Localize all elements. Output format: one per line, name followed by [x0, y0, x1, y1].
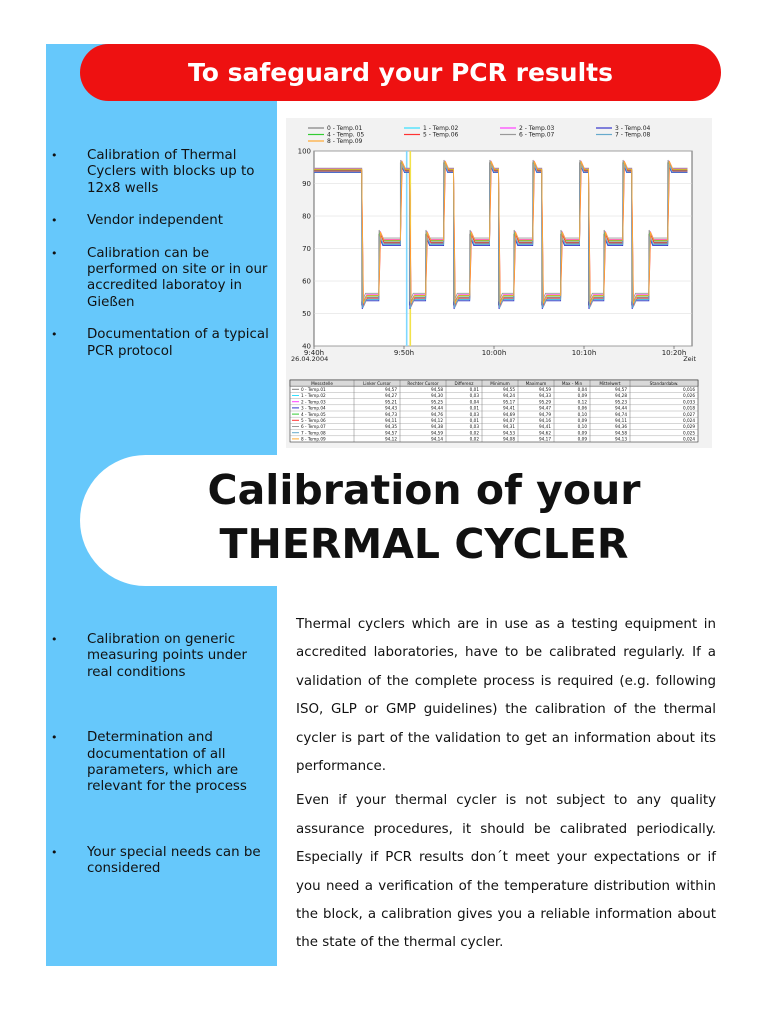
y-tick-label: 40: [302, 342, 311, 351]
table-cell: 0,024: [683, 436, 695, 442]
table-cell: 0,10: [577, 411, 587, 417]
list-item-text: Documentation of a typical PCR protocol: [87, 327, 269, 359]
table-cell: 95,17: [503, 399, 515, 405]
table-header-cell: Mittelwert: [599, 380, 621, 386]
table-header-cell: Messstelle: [311, 380, 333, 386]
table-cell: 94,43: [385, 405, 397, 411]
list-item-text: Determination and documentation of all parameters, which are relevant for the process: [87, 730, 247, 795]
y-tick-label: 80: [302, 212, 311, 221]
table-cell: 0,024: [683, 418, 695, 423]
table-cell: 0,04: [469, 399, 479, 405]
body-paragraph-2: Even if your thermal cycler is not subject to any quality assurance procedures, it should be calibrated periodically. Especially if PCR results don´t meet your expectations or if you need a verification of the temperature distribution within the block, a calibration gives you a reliable information about the state of the thermal cycler.: [296, 793, 716, 951]
list-item: [50, 148, 272, 197]
list-item: [50, 246, 272, 312]
legend-label: 3 - Temp.04: [615, 125, 651, 132]
bullet-dot: •: [51, 214, 58, 228]
table-cell: 94,79: [539, 411, 551, 417]
x-tick-label: 10:20h: [661, 349, 687, 357]
table-cell: 0,06: [577, 405, 587, 411]
table-cell: 0,027: [683, 411, 695, 417]
table-header-cell: Max - Min: [561, 380, 583, 386]
table-cell: 0,01: [469, 405, 479, 411]
table-cell: 94,11: [615, 418, 627, 423]
table-cell: 94,35: [385, 424, 397, 430]
table-cell: 0,026: [683, 393, 695, 399]
table-header-cell: Standardabw.: [649, 380, 679, 386]
table-cell: 94,31: [503, 424, 515, 430]
table-cell: 95,25: [431, 399, 443, 405]
table-cell: 94,74: [615, 411, 627, 417]
bullet-dot: •: [51, 845, 58, 859]
main-title-line1: Calibration of your: [207, 466, 641, 514]
bullet-dot: •: [51, 731, 58, 745]
table-cell: 0,09: [577, 418, 587, 423]
list-item: [50, 213, 272, 229]
x-tick-label: 10:10h: [571, 349, 597, 357]
table-cell: 0,03: [469, 393, 479, 399]
table-cell: 0 - Temp.01: [301, 387, 326, 392]
table-cell: 0,12: [577, 399, 587, 405]
table-cell: 94,44: [615, 405, 627, 411]
statistics-table: [290, 380, 698, 442]
legend-label: 1 - Temp.02: [423, 125, 459, 132]
table-cell: 94,13: [615, 436, 627, 442]
table-cell: 7 - Temp.08: [301, 430, 326, 436]
table-cell: 94,62: [539, 430, 551, 436]
table-cell: 0,029: [683, 424, 695, 430]
table-cell: 94,59: [539, 387, 551, 392]
table-cell: 94,59: [431, 430, 443, 436]
feature-list-bottom: [50, 632, 272, 878]
legend-label: 6 - Temp.07: [519, 131, 555, 139]
list-item-text: Calibration can be performed on site or in our accredited laboratoy in Gießen: [87, 245, 268, 310]
legend-label: 2 - Temp.03: [519, 125, 555, 132]
list-item-text: Calibration on generic measuring points under real conditions: [87, 632, 248, 680]
table-cell: 94,38: [431, 424, 443, 430]
x-tick-label: 9:40h: [303, 349, 325, 357]
table-cell: 94,17: [539, 436, 551, 442]
table-cell: 94,30: [431, 393, 443, 399]
table-cell: 0,02: [469, 436, 479, 442]
y-tick-label: 50: [302, 310, 311, 318]
table-cell: 3 - Temp.04: [301, 405, 326, 411]
legend-label: 4 - Temp. 05: [327, 131, 365, 139]
table-cell: 94,24: [503, 393, 515, 399]
table-cell: 0,016: [683, 387, 695, 392]
table-cell: 94,14: [431, 436, 443, 442]
body-paragraph-1: Thermal cyclers which are in use as a testing equipment in accredited laboratories, have to be calibrated regularly. If a validation of the complete process is required (e.g. following ISO, GLP or GMP guidelines) the calibration of the thermal cycler is part of the validation to get an information about its performance.: [296, 617, 716, 775]
table-cell: 94,33: [539, 393, 551, 399]
table-cell: 94,53: [503, 430, 515, 436]
table-cell: 5 - Temp.06: [301, 418, 326, 423]
table-header-cell: Rechter Cursor: [407, 380, 439, 386]
table-cell: 94,11: [385, 418, 397, 423]
table-cell: 94,58: [431, 387, 443, 392]
table-cell: 94,08: [503, 436, 515, 442]
table-cell: 94,07: [503, 418, 515, 423]
x-tick-label: 10:00h: [481, 349, 507, 357]
temperature-chart: [286, 118, 712, 448]
table-cell: 94,28: [615, 393, 627, 399]
bullet-dot: •: [51, 633, 58, 646]
table-cell: 0,09: [577, 393, 587, 399]
list-item-text: Calibration of Thermal Cyclers with blocks up to 12x8 wells: [87, 148, 255, 196]
table-cell: 0,09: [577, 430, 587, 436]
table-cell: 0,09: [577, 436, 587, 442]
bullet-dot: •: [51, 149, 58, 162]
table-cell: 94,12: [385, 436, 397, 442]
table-cell: 94,16: [539, 418, 551, 423]
table-cell: 0,10: [577, 424, 587, 430]
table-cell: 0,018: [683, 405, 695, 411]
chart-x-axis-label: Zeit: [683, 355, 696, 363]
chart-date-label: 26.04.2004: [291, 355, 329, 363]
table-cell: 94,44: [431, 405, 443, 411]
table-cell: 0,033: [683, 399, 695, 405]
list-item: [50, 845, 272, 878]
y-tick-label: 90: [302, 180, 311, 188]
table-cell: 94,57: [385, 387, 397, 392]
main-title-line2: THERMAL CYCLER: [219, 520, 629, 568]
bullet-dot: •: [51, 328, 58, 342]
table-header-cell: Differenz: [454, 380, 474, 386]
table-cell: 95,21: [385, 399, 397, 405]
feature-list-top: [50, 148, 272, 360]
list-item: [50, 632, 272, 681]
table-cell: 0,03: [469, 424, 479, 430]
table-cell: 0,025: [683, 430, 695, 436]
table-cell: 94,69: [503, 411, 515, 417]
table-cell: 94,27: [385, 393, 397, 399]
list-item: [50, 730, 272, 796]
table-cell: 6 - Temp.07: [301, 424, 326, 430]
table-cell: 94,73: [385, 411, 397, 417]
list-item: [50, 327, 272, 360]
legend-label: 8 - Temp.09: [327, 138, 363, 145]
table-cell: 94,57: [615, 387, 627, 392]
table-cell: 94,47: [539, 405, 551, 411]
list-item-text: Vendor independent: [87, 213, 223, 229]
table-cell: 0,01: [469, 418, 479, 423]
table-cell: 4 - Temp.05: [301, 411, 326, 417]
table-header-cell: Linker Cursor: [363, 380, 391, 386]
table-cell: 94,76: [431, 411, 443, 417]
temperature-chart-panel: [286, 118, 712, 448]
table-cell: 0,01: [469, 387, 479, 392]
main-title: [80, 463, 768, 571]
table-cell: 94,12: [431, 418, 443, 423]
list-item-text: Your special needs can be considered: [87, 844, 261, 877]
table-header-cell: Maximum: [525, 380, 547, 386]
table-cell: 94,58: [615, 430, 627, 436]
table-cell: 94,36: [615, 424, 627, 430]
y-tick-label: 60: [302, 277, 311, 286]
table-cell: 94,41: [539, 424, 551, 430]
table-cell: 94,41: [503, 405, 515, 411]
header-title: To safeguard your PCR results: [188, 58, 613, 87]
body-text: [296, 611, 716, 964]
table-header-cell: Minimum: [490, 380, 510, 386]
table-cell: 8 - Temp.09: [301, 436, 326, 442]
table-cell: 94,57: [385, 430, 397, 436]
table-cell: 0,03: [469, 411, 479, 417]
x-tick-label: 9:50h: [393, 349, 415, 357]
table-cell: 1 - Temp.02: [301, 393, 326, 399]
y-tick-label: 70: [302, 245, 311, 253]
bullet-dot: •: [51, 246, 58, 260]
table-cell: 0,04: [577, 387, 587, 392]
table-cell: 94,55: [503, 387, 515, 392]
table-cell: 0,02: [469, 430, 479, 436]
legend-label: 0 - Temp.01: [327, 125, 363, 132]
table-cell: 95,23: [615, 399, 627, 405]
legend-label: 7 - Temp.08: [615, 131, 651, 139]
y-tick-label: 100: [297, 147, 311, 156]
legend-label: 5 - Temp.06: [423, 131, 459, 139]
table-cell: 2 - Temp.03: [301, 399, 326, 405]
table-cell: 95,29: [539, 399, 551, 405]
